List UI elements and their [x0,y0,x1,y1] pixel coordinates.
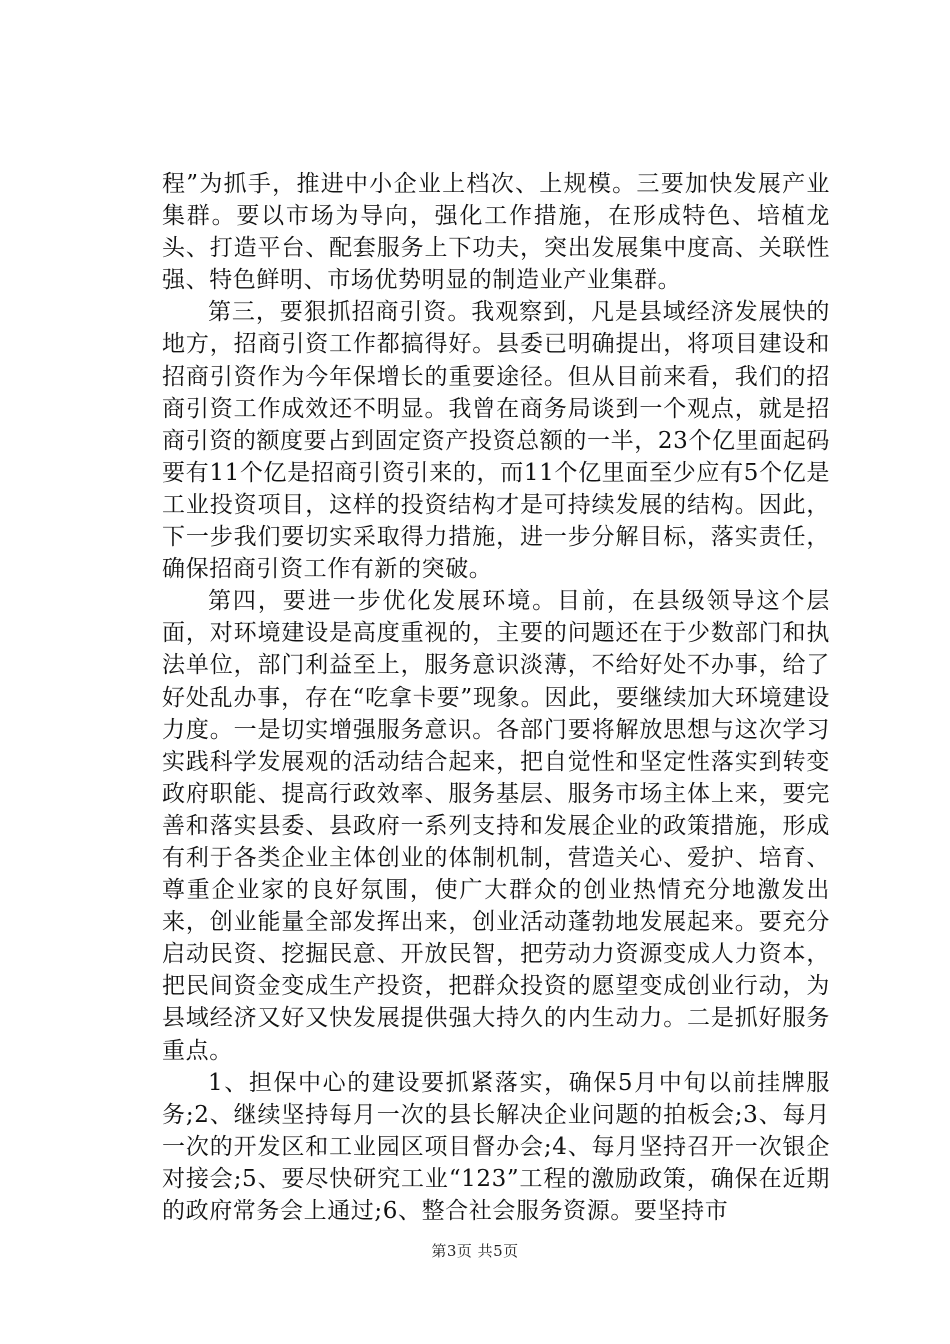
paragraph-environment: 第四，要进一步优化发展环境。目前，在县级领导这个层面，对环境建设是高度重视的，主要的问题还在于少数部门和执法单位，部门利益至上，服务意识淡薄，不给好处不办事，给了好处乱办事，存在“吃拿卡要”现象。因此，要继续加大环境建设力度。一是切实增强服务意识。各部门要将解放思想与这次学习实践科学发展观的活动结合起来，把自觉性和坚定性落实到转变政府职能、提高行政效率、服务基层、服务市场主体上来，要完善和落实县委、县政府一系列支持和发展企业的政策措施，形成有利于各类企业主体创业的体制机制，营造关心、爱护、培育、尊重企业家的良好氛围，使广大群众的创业热情充分地激发出来，创业能量全部发挥出来，创业活动蓬勃地发展起来。要充分启动民资、挖掘民意、开放民智，把劳动力资源变成人力资本，把民间资金变成生产投资，把群众投资的愿望变成创业行动，为县域经济又好又快发展提供强大持久的内生动力。二是抓好服务重点。 [162,588,830,1064]
document-body [162,168,830,1227]
paragraph-continuation: 程”为抓手，推进中小企业上档次、上规模。三要加快发展产业集群。要以市场为导向，强化工作措施，在形成特色、培植龙头、打造平台、配套服务上下功夫，突出发展集中度高、关联性强、特色鲜明、市场优势明显的制造业产业集群。 [162,171,830,294]
paragraph-service-list: 1、担保中心的建设要抓紧落实，确保5月中旬以前挂牌服务;2、继续坚持每月一次的县长解决企业问题的拍板会;3、每月一次的开发区和工业园区项目督办会;4、每月坚持召开一次银企对接会;5、要尽快研究工业“123”工程的激励政策，确保在近期的政府常务会上通过;6、整合社会服务资源。要坚持市 [162,1069,830,1224]
page-footer: 第3页 共5页 [431,1242,519,1260]
paragraph-investment: 第三，要狠抓招商引资。我观察到，凡是县域经济发展快的地方，招商引资工作都搞得好。县委已明确提出，将项目建设和招商引资作为今年保增长的重要途径。但从目前来看，我们的招商引资工作成效还不明显。我曾在商务局谈到一个观点，就是招商引资的额度要占到固定资产投资总额的一半，23个亿里面起码要有11个亿是招商引资引来的，而11个亿里面至少应有5个亿是工业投资项目，这样的投资结构才是可持续发展的结构。因此，下一步我们要切实采取得力措施，进一步分解目标，落实责任，确保招商引资工作有新的突破。 [162,299,830,583]
